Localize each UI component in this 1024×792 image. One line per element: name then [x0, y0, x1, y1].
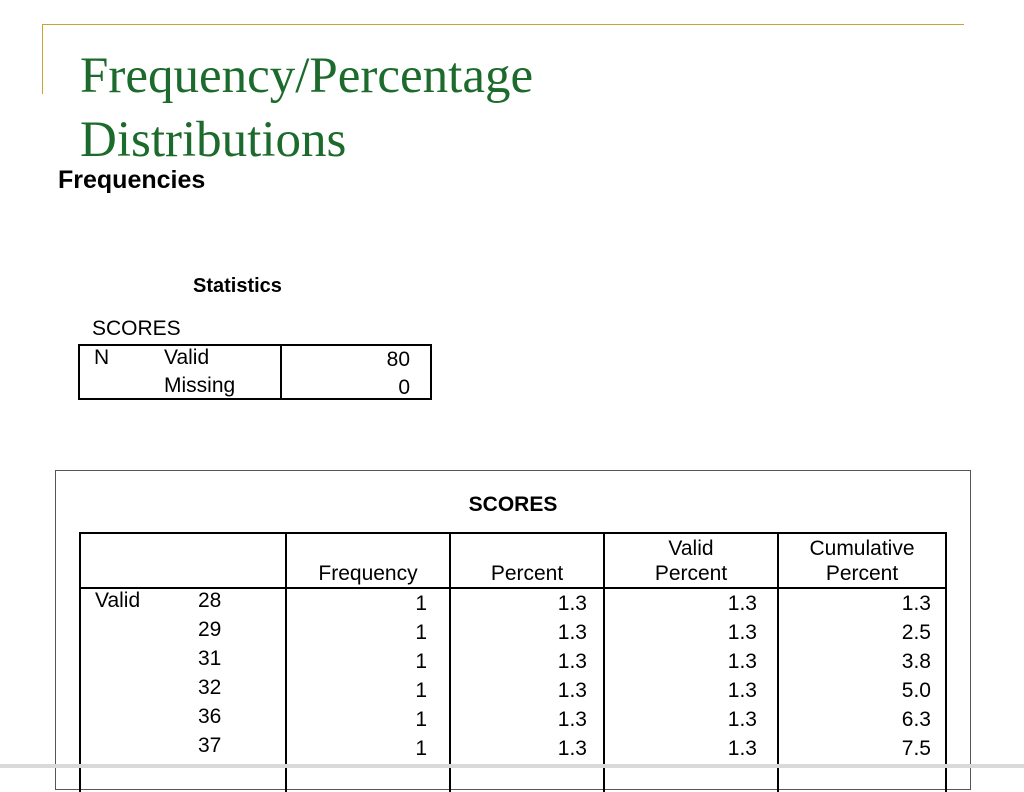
percent-cell: 1.3 — [557, 708, 587, 731]
score-cell: 31 — [198, 647, 222, 670]
cumulative-percent-cell: 7.5 — [901, 737, 931, 760]
column-divider — [945, 534, 947, 792]
frequency-cell: 1 — [415, 679, 427, 702]
frequency-cell: 1 — [415, 650, 427, 673]
score-cell: 32 — [198, 676, 222, 699]
percent-cell: 1.3 — [557, 621, 587, 644]
scores-table-caption: SCORES — [468, 493, 558, 516]
frequency-cell: 1 — [415, 592, 427, 615]
cumulative-percent-cell: 3.8 — [901, 650, 931, 673]
statistics-caption: Statistics — [193, 275, 282, 297]
header-cumulative-line-2: Percent — [825, 562, 899, 585]
valid-percent-cell: 1.3 — [727, 708, 757, 731]
slide-title-line-2: Distributions — [80, 112, 347, 168]
header-frequency: Frequency — [318, 562, 418, 585]
percent-cell: 1.3 — [557, 737, 587, 760]
slide-bottom-edge — [0, 764, 1024, 768]
cumulative-percent-cell: 5.0 — [901, 679, 931, 702]
percent-cell: 1.3 — [557, 592, 587, 615]
header-cumulative-line-1: Cumulative — [809, 537, 915, 560]
slide-title — [80, 44, 533, 172]
valid-percent-cell: 1.3 — [727, 621, 757, 644]
percent-cell: 1.3 — [557, 650, 587, 673]
header-percent: Percent — [490, 562, 564, 585]
frequency-cell: 1 — [415, 737, 427, 760]
statistics-table — [78, 344, 432, 400]
score-cell: 29 — [198, 618, 222, 641]
score-cell: 37 — [198, 734, 222, 757]
statistics-variable-label: SCORES — [92, 317, 181, 340]
cumulative-percent-cell: 1.3 — [901, 592, 931, 615]
score-cell: 28 — [198, 589, 222, 612]
frequencies-heading: Frequencies — [58, 166, 206, 194]
title-accent-bar — [42, 24, 43, 94]
header-valid-percent-line-1: Valid — [668, 537, 714, 560]
valid-percent-cell: 1.3 — [727, 737, 757, 760]
slide-title-line-1: Frequency/Percentage — [80, 48, 534, 104]
frequency-cell: 1 — [415, 708, 427, 731]
title-accent-line — [42, 24, 964, 25]
row-group-valid: Valid — [95, 589, 141, 612]
valid-percent-cell: 1.3 — [727, 679, 757, 702]
valid-percent-cell: 1.3 — [727, 592, 757, 615]
score-cell: 36 — [198, 705, 222, 728]
statistics-n-label: N — [94, 346, 110, 369]
header-valid-percent-line-2: Percent — [654, 562, 728, 585]
cumulative-percent-cell: 2.5 — [901, 621, 931, 644]
statistics-missing-value: 0 — [398, 376, 410, 399]
statistics-valid-value: 80 — [386, 348, 410, 371]
valid-percent-cell: 1.3 — [727, 650, 757, 673]
cumulative-percent-cell: 6.3 — [901, 708, 931, 731]
statistics-missing-label: Missing — [164, 374, 236, 397]
frequency-cell: 1 — [415, 621, 427, 644]
scores-frequency-table — [79, 532, 947, 792]
percent-cell: 1.3 — [557, 679, 587, 702]
statistics-table-divider — [280, 346, 282, 398]
statistics-valid-label: Valid — [164, 346, 210, 369]
